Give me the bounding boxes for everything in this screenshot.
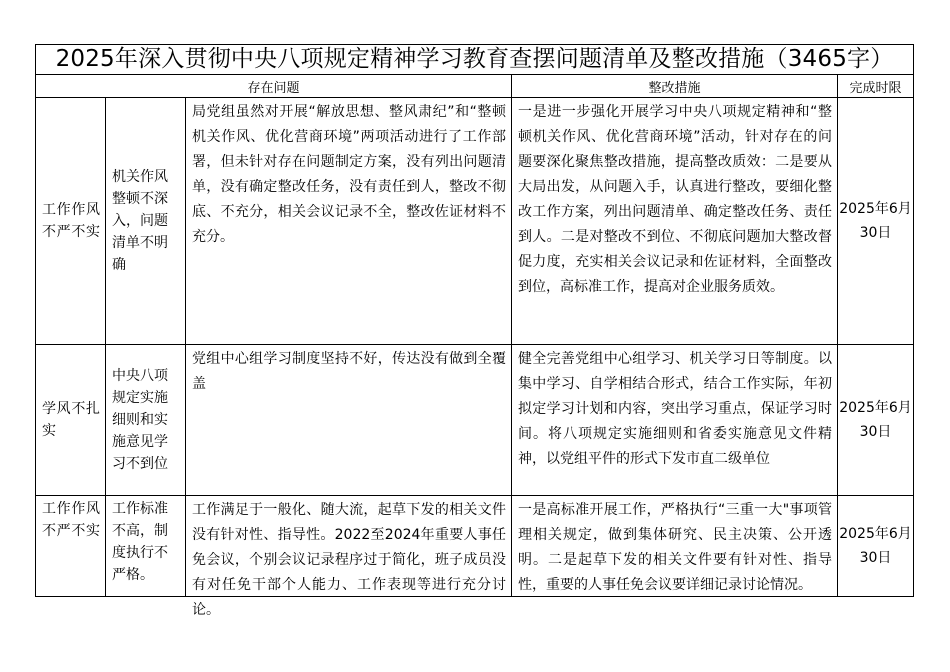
row-issue: 中央八项规定实施细则和实施意见学习不到位: [106, 345, 186, 496]
row-deadline: 2025年6月30日: [838, 345, 914, 496]
table-row: [36, 98, 914, 345]
row-measures: 一是高标准开展工作，严格执行“三重一大"事项管理相关规定，做到集体研究、民主决策、公开透明。二是起草下发的相关文件要有针对性、指导性，重要的人事任免会议要详细记录讨论情况。: [518, 502, 832, 593]
row-deadline: 2025年6月30日: [838, 496, 914, 597]
row-problem: 工作满足于一般化、随大流，起草下发的相关文件没有针对性、指导性。2022至2024年重要人事任免会议，个别会议记录程序过于简化，班子成员没有对任免干部个人能力、工作表现等进行充分讨论。: [192, 502, 506, 618]
header-deadline: 完成时限: [838, 75, 914, 98]
row-problem-cell: [186, 496, 512, 618]
row-problem: 党组中心组学习制度坚持不好，传达没有做到全覆盖: [186, 345, 512, 496]
row-category: 工作作风不严不实: [36, 496, 106, 597]
row-problem: 局党组虽然对开展“解放思想、整风肃纪”和“整顿机关作风、优化营商环境”两项活动进行了工作部署，但未针对存在问题制定方案，没有列出问题清单，没有确定整改任务，没有责任到人，整改不彻底、不充分，相关会议记录不全，整改佐证材料不充分。: [186, 98, 512, 345]
row-category: 工作作风不严不实: [36, 98, 106, 345]
row-category: 学风不扎实: [36, 345, 106, 496]
header-measures: 整改措施: [512, 75, 838, 98]
header-problem: 存在问题: [36, 75, 512, 98]
row-issue: 机关作风整顿不深入，问题清单不明确: [106, 98, 186, 345]
row-deadline: 2025年6月30日: [838, 98, 914, 345]
document-title: 2025年深入贯彻中央八项规定精神学习教育查摆问题清单及整改措施（3465字）: [36, 45, 914, 75]
row-measures-cell: [512, 496, 838, 597]
problem-rectification-table: [35, 44, 914, 618]
row-measures: 健全完善党组中心组学习、机关学习日等制度。以集中学习、自学相结合形式，结合工作实际，年初拟定学习计划和内容，突出学习重点，保证学习时间。将八项规定实施细则和省委实施意见文件精神，以党组平件的形式下发市直二级单位: [512, 345, 838, 496]
table-row: [36, 345, 914, 496]
table-row: [36, 496, 914, 597]
row-measures: 一是进一步强化开展学习中央八项规定精神和“整顿机关作风、优化营商环境”活动，针对存在的问题要深化聚焦整改措施，提高整改质效：二是要从大局出发，从问题入手，认真进行整改，要细化整改工作方案，列出问题清单、确定整改任务、责任到人。二是对整改不到位、不彻底问题加大整改督促力度，充实相关会议记录和佐证材料，全面整改到位，高标准工作，提高对企业服务质效。: [512, 98, 838, 345]
row-issue: 工作标准不高，制度执行不严格。: [106, 496, 186, 597]
